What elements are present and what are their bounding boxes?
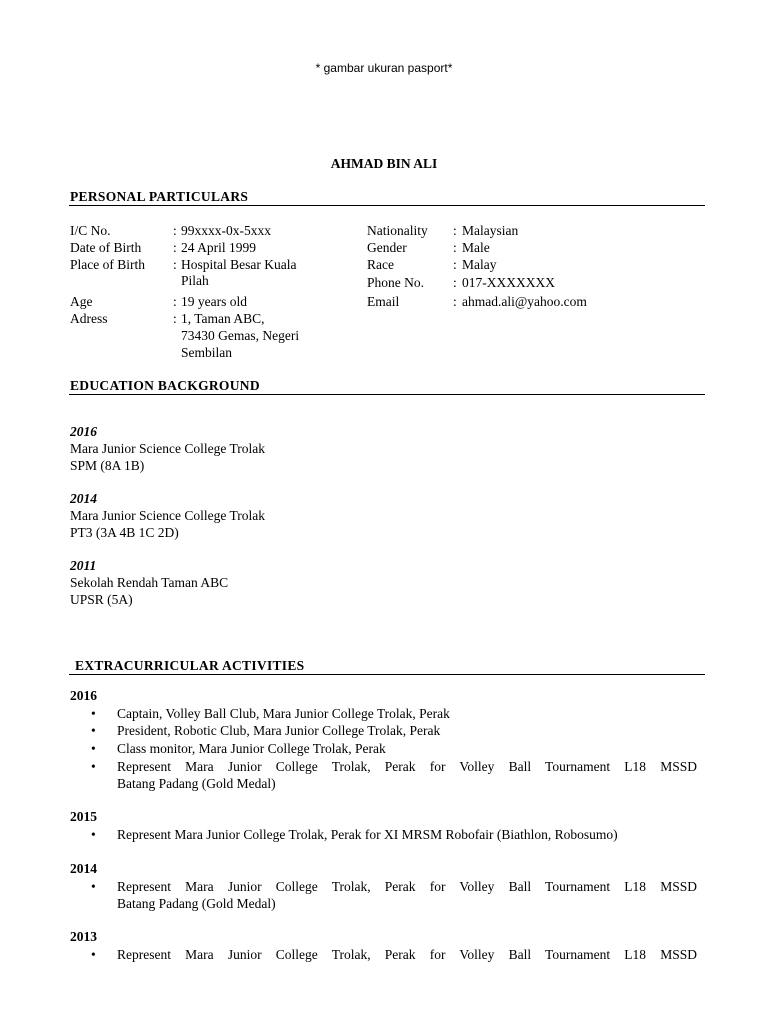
activity-item: President, Robotic Club, Mara Junior College Trolak, Perak bbox=[117, 723, 441, 738]
email-value: ahmad.ali@yahoo.com bbox=[462, 294, 587, 309]
separator: : bbox=[453, 294, 457, 309]
education-school: Sekolah Rendah Taman ABC bbox=[70, 575, 229, 590]
email-label: Email bbox=[367, 294, 400, 309]
bullet-icon: • bbox=[91, 741, 96, 756]
education-result: PT3 (3A 4B 1C 2D) bbox=[70, 525, 179, 540]
separator: : bbox=[453, 275, 457, 290]
activity-item-continuation: Batang Padang (Gold Medal) bbox=[117, 896, 276, 911]
education-year: 2011 bbox=[70, 558, 97, 573]
separator: : bbox=[453, 257, 457, 272]
section-divider bbox=[69, 674, 705, 675]
activity-item: Captain, Volley Ball Club, Mara Junior College Trolak, Perak bbox=[117, 706, 450, 721]
activity-item: Represent Mara Junior College Trolak, Perak for Volley Ball Tournament L18 MSSD bbox=[117, 759, 697, 774]
personal-particulars-heading: PERSONAL PARTICULARS bbox=[70, 189, 249, 204]
gender-label: Gender bbox=[367, 240, 407, 255]
activity-year: 2013 bbox=[70, 929, 97, 944]
education-heading: EDUCATION BACKGROUND bbox=[70, 378, 260, 393]
age-label: Age bbox=[70, 294, 93, 309]
separator: : bbox=[453, 223, 457, 238]
education-school: Mara Junior Science College Trolak bbox=[70, 508, 265, 523]
photo-placeholder-note: * gambar ukuran pasport* bbox=[315, 61, 453, 75]
address-value-line1: 1, Taman ABC, bbox=[181, 311, 265, 326]
nationality-value: Malaysian bbox=[462, 223, 519, 238]
gender-value: Male bbox=[462, 240, 490, 255]
pob-value-line1: Hospital Besar Kuala bbox=[181, 257, 297, 272]
education-year: 2016 bbox=[70, 424, 97, 439]
ic-label: I/C No. bbox=[70, 223, 111, 238]
activity-year: 2016 bbox=[70, 688, 97, 703]
bullet-icon: • bbox=[91, 947, 96, 962]
activity-item-continuation: Batang Padang (Gold Medal) bbox=[117, 776, 276, 791]
bullet-icon: • bbox=[91, 759, 96, 774]
race-label: Race bbox=[367, 257, 394, 272]
activity-year: 2015 bbox=[70, 809, 97, 824]
nationality-label: Nationality bbox=[367, 223, 428, 238]
separator: : bbox=[173, 257, 177, 272]
separator: : bbox=[173, 311, 177, 326]
dob-label: Date of Birth bbox=[70, 240, 142, 255]
section-divider bbox=[69, 205, 705, 206]
activity-item: Represent Mara Junior College Trolak, Perak for Volley Ball Tournament L18 MSSD bbox=[117, 947, 697, 962]
pob-value-line2: Pilah bbox=[181, 273, 209, 288]
dob-value: 24 April 1999 bbox=[181, 240, 257, 255]
separator: : bbox=[173, 240, 177, 255]
phone-value: 017-XXXXXXX bbox=[462, 275, 555, 290]
address-value-line2: 73430 Gemas, Negeri bbox=[181, 328, 300, 343]
bullet-icon: • bbox=[91, 879, 96, 894]
activities-heading: EXTRACURRICULAR ACTIVITIES bbox=[75, 658, 305, 673]
activity-item: Represent Mara Junior College Trolak, Perak for Volley Ball Tournament L18 MSSD bbox=[117, 879, 697, 894]
age-value: 19 years old bbox=[181, 294, 247, 309]
phone-label: Phone No. bbox=[367, 275, 424, 290]
ic-value: 99xxxx-0x-5xxx bbox=[181, 223, 271, 238]
address-label: Adress bbox=[70, 311, 108, 326]
race-value: Malay bbox=[462, 257, 497, 272]
activity-item: Class monitor, Mara Junior College Trolak, Perak bbox=[117, 741, 386, 756]
bullet-icon: • bbox=[91, 827, 96, 842]
education-school: Mara Junior Science College Trolak bbox=[70, 441, 265, 456]
bullet-icon: • bbox=[91, 723, 96, 738]
candidate-name: AHMAD BIN ALI bbox=[330, 156, 438, 171]
pob-label: Place of Birth bbox=[70, 257, 145, 272]
address-value-line3: Sembilan bbox=[181, 345, 232, 360]
section-divider bbox=[69, 394, 705, 395]
activity-item: Represent Mara Junior College Trolak, Perak for XI MRSM Robofair (Biathlon, Robosumo) bbox=[117, 827, 618, 842]
separator: : bbox=[453, 240, 457, 255]
bullet-icon: • bbox=[91, 706, 96, 721]
activity-year: 2014 bbox=[70, 861, 97, 876]
education-year: 2014 bbox=[70, 491, 97, 506]
separator: : bbox=[173, 223, 177, 238]
separator: : bbox=[173, 294, 177, 309]
education-result: SPM (8A 1B) bbox=[70, 458, 145, 473]
education-result: UPSR (5A) bbox=[70, 592, 133, 607]
